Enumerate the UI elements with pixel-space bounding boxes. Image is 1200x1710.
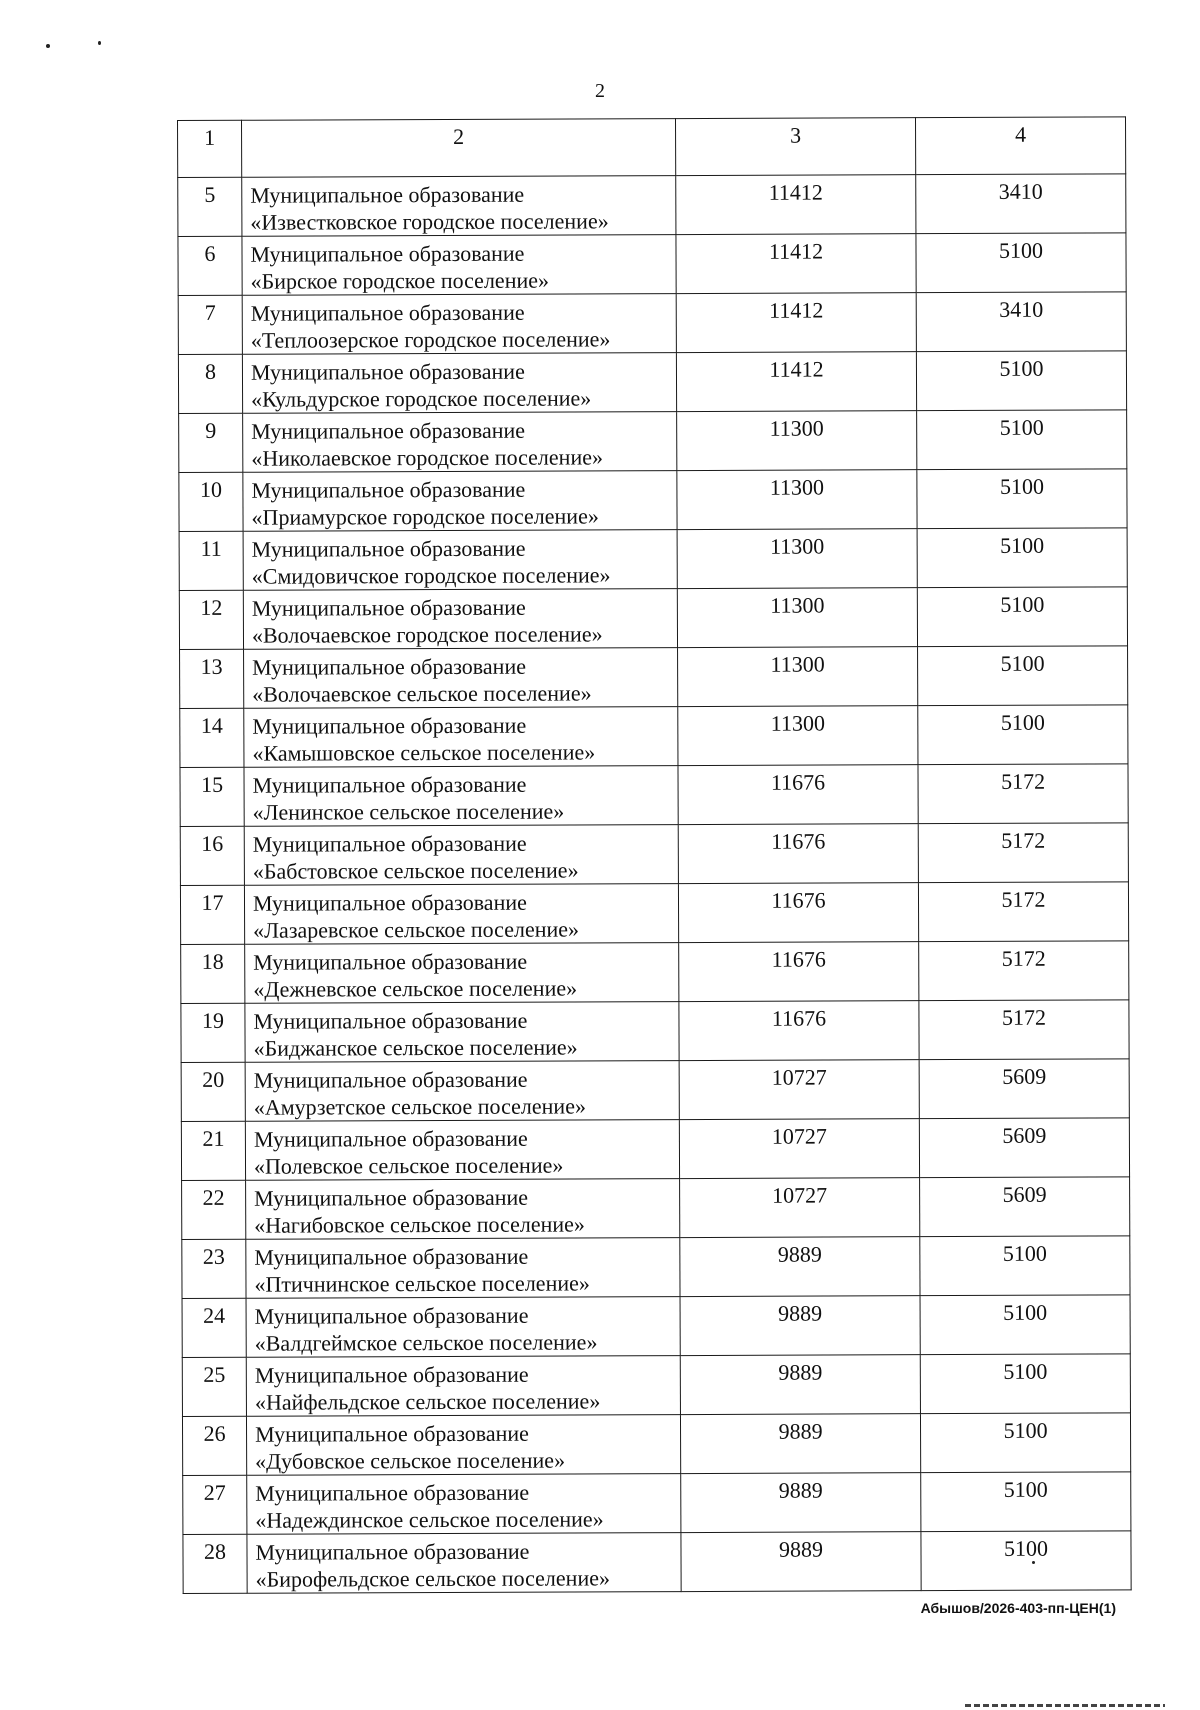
value-col-3: 11676 <box>678 824 918 884</box>
table-row <box>182 1354 1130 1417</box>
value-col-4: 5172 <box>919 941 1129 1001</box>
municipality-title: «Бабстовское сельское поселение» <box>252 857 579 884</box>
row-number: 11 <box>179 531 243 590</box>
table-row <box>179 528 1127 591</box>
value-col-4: 3410 <box>916 292 1126 352</box>
value-col-4: 5100 <box>920 1354 1130 1414</box>
table-row <box>181 1118 1129 1181</box>
municipality-name <box>243 530 677 591</box>
table-row <box>182 1236 1130 1299</box>
municipality-title: «Волочаевское городское поселение» <box>251 621 603 648</box>
municipality-title: «Лазаревское сельское поселение» <box>253 916 580 943</box>
document-code: Абышов/2026-403-пп-ЦЕН(1) <box>920 1600 1116 1616</box>
header-col-4: 4 <box>915 117 1125 175</box>
value-col-4: 5172 <box>919 1000 1129 1060</box>
municipality-title: «Теплоозерское городское поселение» <box>250 326 611 353</box>
row-number: 7 <box>178 295 242 354</box>
municipality-name <box>245 1002 679 1063</box>
value-col-4: 5100 <box>916 233 1126 293</box>
value-col-3: 10727 <box>679 1119 919 1179</box>
scan-edge-mark <box>965 1704 1165 1707</box>
municipality-type: Муниципальное образование <box>254 1361 529 1388</box>
table-row <box>180 823 1128 886</box>
municipality-type: Муниципальное образование <box>253 1007 528 1034</box>
value-col-4: 5609 <box>919 1118 1129 1178</box>
municipality-type: Муниципальное образование <box>252 653 527 680</box>
value-col-3: 9889 <box>680 1414 920 1474</box>
municipality-type: Муниципальное образование <box>254 1302 529 1329</box>
municipality-title: «Валдгеймское сельское поселение» <box>254 1329 598 1356</box>
row-number: 12 <box>179 590 243 649</box>
value-col-4: 5100 <box>916 351 1126 411</box>
municipality-name <box>247 1474 681 1535</box>
row-number: 8 <box>178 354 242 413</box>
municipality-title: «Полевское сельское поселение» <box>253 1152 564 1179</box>
municipality-name <box>246 1238 680 1299</box>
municipality-name <box>246 1179 680 1240</box>
municipality-title: «Бирофельдское сельское поселение» <box>255 1565 611 1592</box>
table-row <box>183 1531 1131 1594</box>
row-number: 23 <box>182 1239 246 1298</box>
table-row <box>181 1000 1129 1063</box>
row-number: 19 <box>181 1003 245 1062</box>
municipality-title: «Дубовское сельское поселение» <box>255 1447 566 1474</box>
table-row <box>181 941 1129 1004</box>
value-col-3: 9889 <box>680 1355 920 1415</box>
table-row <box>178 351 1126 414</box>
row-number: 16 <box>180 826 244 885</box>
value-col-3: 9889 <box>681 1473 921 1533</box>
table-row <box>180 882 1128 945</box>
municipality-title: «Биджанское сельское поселение» <box>253 1034 578 1061</box>
municipality-type: Муниципальное образование <box>253 1066 528 1093</box>
table-row <box>178 174 1126 237</box>
table-row <box>179 410 1127 473</box>
municipality-type: Муниципальное образование <box>250 240 525 267</box>
municipality-title: «Известковское городское поселение» <box>250 208 609 235</box>
municipality-name <box>243 589 677 650</box>
value-col-3: 11300 <box>677 411 917 471</box>
value-col-3: 11412 <box>676 234 916 294</box>
municipality-type: Муниципальное образование <box>255 1479 530 1506</box>
municipality-type: Муниципальное образование <box>250 181 525 208</box>
value-col-3: 11300 <box>677 470 917 530</box>
municipality-title: «Птичнинское сельское поселение» <box>254 1270 590 1297</box>
value-col-4: 5172 <box>918 882 1128 942</box>
municipality-type: Муниципальное образование <box>252 771 527 798</box>
value-col-3: 11300 <box>678 647 918 707</box>
row-number: 25 <box>182 1357 246 1416</box>
value-col-4: 5100 <box>921 1472 1131 1532</box>
municipality-name <box>246 1356 680 1417</box>
table-row <box>182 1413 1130 1476</box>
municipality-title: «Кульдурское городское поселение» <box>251 385 592 412</box>
row-number: 17 <box>180 885 244 944</box>
municipality-type: Муниципальное образование <box>251 535 526 562</box>
value-col-3: 11300 <box>677 588 917 648</box>
table-row <box>179 469 1127 532</box>
municipality-type: Муниципальное образование <box>250 299 525 326</box>
row-number: 28 <box>183 1534 247 1593</box>
value-col-4: 5100 <box>917 587 1127 647</box>
municipality-name <box>242 235 676 296</box>
value-col-4: 5100 <box>917 469 1127 529</box>
row-number: 9 <box>179 413 243 472</box>
municipality-type: Муниципальное образование <box>254 1184 529 1211</box>
row-number: 21 <box>181 1121 245 1180</box>
municipality-title: «Дежневское сельское поселение» <box>253 975 578 1002</box>
value-col-4: 3410 <box>916 174 1126 234</box>
value-col-3: 10727 <box>680 1178 920 1238</box>
value-col-4: 5609 <box>919 1059 1129 1119</box>
municipality-type: Муниципальное образование <box>252 889 527 916</box>
table-row <box>180 705 1128 768</box>
table-row <box>180 764 1128 827</box>
value-col-3: 10727 <box>679 1060 919 1120</box>
municipality-name <box>244 825 678 886</box>
municipality-type: Муниципальное образование <box>255 1538 530 1565</box>
scan-speck <box>46 44 50 48</box>
table-header-row <box>178 117 1126 178</box>
municipality-name <box>244 766 678 827</box>
value-col-4: 5100 <box>920 1236 1130 1296</box>
municipality-title: «Смидовичское городское поселение» <box>251 562 611 589</box>
municipality-title: «Приамурское городское поселение» <box>251 503 599 530</box>
municipality-name <box>242 353 676 414</box>
value-col-3: 9889 <box>681 1532 921 1592</box>
value-col-3: 11676 <box>679 1001 919 1061</box>
municipality-type: Муниципальное образование <box>252 830 527 857</box>
table-row <box>178 233 1126 296</box>
municipality-name <box>244 707 678 768</box>
value-col-3: 11676 <box>679 942 919 1002</box>
municipality-title: «Волочаевское сельское поселение» <box>252 680 592 707</box>
municipality-title: «Надеждинское сельское поселение» <box>255 1506 604 1533</box>
value-col-3: 11300 <box>678 706 918 766</box>
table-row <box>181 1059 1129 1122</box>
municipality-title: «Николаевское городское поселение» <box>251 444 604 471</box>
municipality-name <box>245 1061 679 1122</box>
scan-speck <box>98 41 101 45</box>
table-row <box>180 646 1128 709</box>
value-col-3: 9889 <box>680 1296 920 1356</box>
municipality-type: Муниципальное образование <box>251 417 526 444</box>
municipality-title: «Бирское городское поселение» <box>250 267 550 294</box>
value-col-3: 11676 <box>678 765 918 825</box>
value-col-3: 11412 <box>676 352 916 412</box>
value-col-4: 5100 <box>920 1413 1130 1473</box>
row-number: 15 <box>180 767 244 826</box>
municipality-type: Муниципальное образование <box>254 1243 529 1270</box>
row-number: 13 <box>180 649 244 708</box>
value-col-4: 5172 <box>918 823 1128 883</box>
value-col-4: 5172 <box>918 764 1128 824</box>
value-col-3: 11412 <box>676 175 916 235</box>
municipality-name <box>242 176 676 237</box>
municipality-type: Муниципальное образование <box>254 1420 529 1447</box>
municipality-type: Муниципальное образование <box>253 948 528 975</box>
municipality-title: «Камышовское сельское поселение» <box>252 739 596 766</box>
row-number: 22 <box>182 1180 246 1239</box>
value-col-3: 11300 <box>677 529 917 589</box>
municipality-name <box>242 294 676 355</box>
municipality-name <box>243 412 677 473</box>
header-col-2: 2 <box>242 119 676 178</box>
row-number: 6 <box>178 236 242 295</box>
row-number: 26 <box>182 1416 246 1475</box>
municipality-name <box>246 1297 680 1358</box>
municipality-name <box>244 648 678 709</box>
value-col-3: 11412 <box>676 293 916 353</box>
row-number: 14 <box>180 708 244 767</box>
row-number: 20 <box>181 1062 245 1121</box>
municipal-table <box>177 116 1132 1594</box>
municipality-title: «Найфельдское сельское поселение» <box>254 1388 601 1415</box>
municipality-name <box>245 1120 679 1181</box>
table-row <box>179 587 1127 650</box>
value-col-4: 5100 <box>918 705 1128 765</box>
municipality-title: «Амурзетское сельское поселение» <box>253 1093 586 1120</box>
value-col-4: 5100 <box>917 410 1127 470</box>
value-col-3: 11676 <box>678 883 918 943</box>
municipality-name <box>246 1415 680 1476</box>
municipality-type: Муниципальное образование <box>252 712 527 739</box>
page-number: 2 <box>595 80 605 102</box>
table-row <box>182 1177 1130 1240</box>
municipality-type: Муниципальное образование <box>251 594 526 621</box>
table-row <box>183 1472 1131 1535</box>
municipality-name <box>244 884 678 945</box>
value-col-4: 5100 <box>917 528 1127 588</box>
header-col-1: 1 <box>178 120 242 177</box>
row-number: 27 <box>183 1475 247 1534</box>
value-col-4: 5100 <box>920 1295 1130 1355</box>
municipality-name <box>245 943 679 1004</box>
municipality-type: Муниципальное образование <box>253 1125 528 1152</box>
row-number: 5 <box>178 177 242 236</box>
municipality-title: «Нагибовское сельское поселение» <box>254 1211 585 1238</box>
value-col-4: 5100 <box>921 1531 1131 1591</box>
row-number: 18 <box>181 944 245 1003</box>
value-col-3: 9889 <box>680 1237 920 1297</box>
row-number: 10 <box>179 472 243 531</box>
header-col-3: 3 <box>675 118 915 176</box>
municipality-name <box>247 1533 681 1594</box>
row-number: 24 <box>182 1298 246 1357</box>
municipality-type: Муниципальное образование <box>251 476 526 503</box>
municipality-title: «Ленинское сельское поселение» <box>252 798 565 825</box>
table-row <box>182 1295 1130 1358</box>
value-col-4: 5100 <box>918 646 1128 706</box>
value-col-4: 5609 <box>920 1177 1130 1237</box>
municipality-name <box>243 471 677 532</box>
table-row <box>178 292 1126 355</box>
municipality-type: Муниципальное образование <box>250 358 525 385</box>
